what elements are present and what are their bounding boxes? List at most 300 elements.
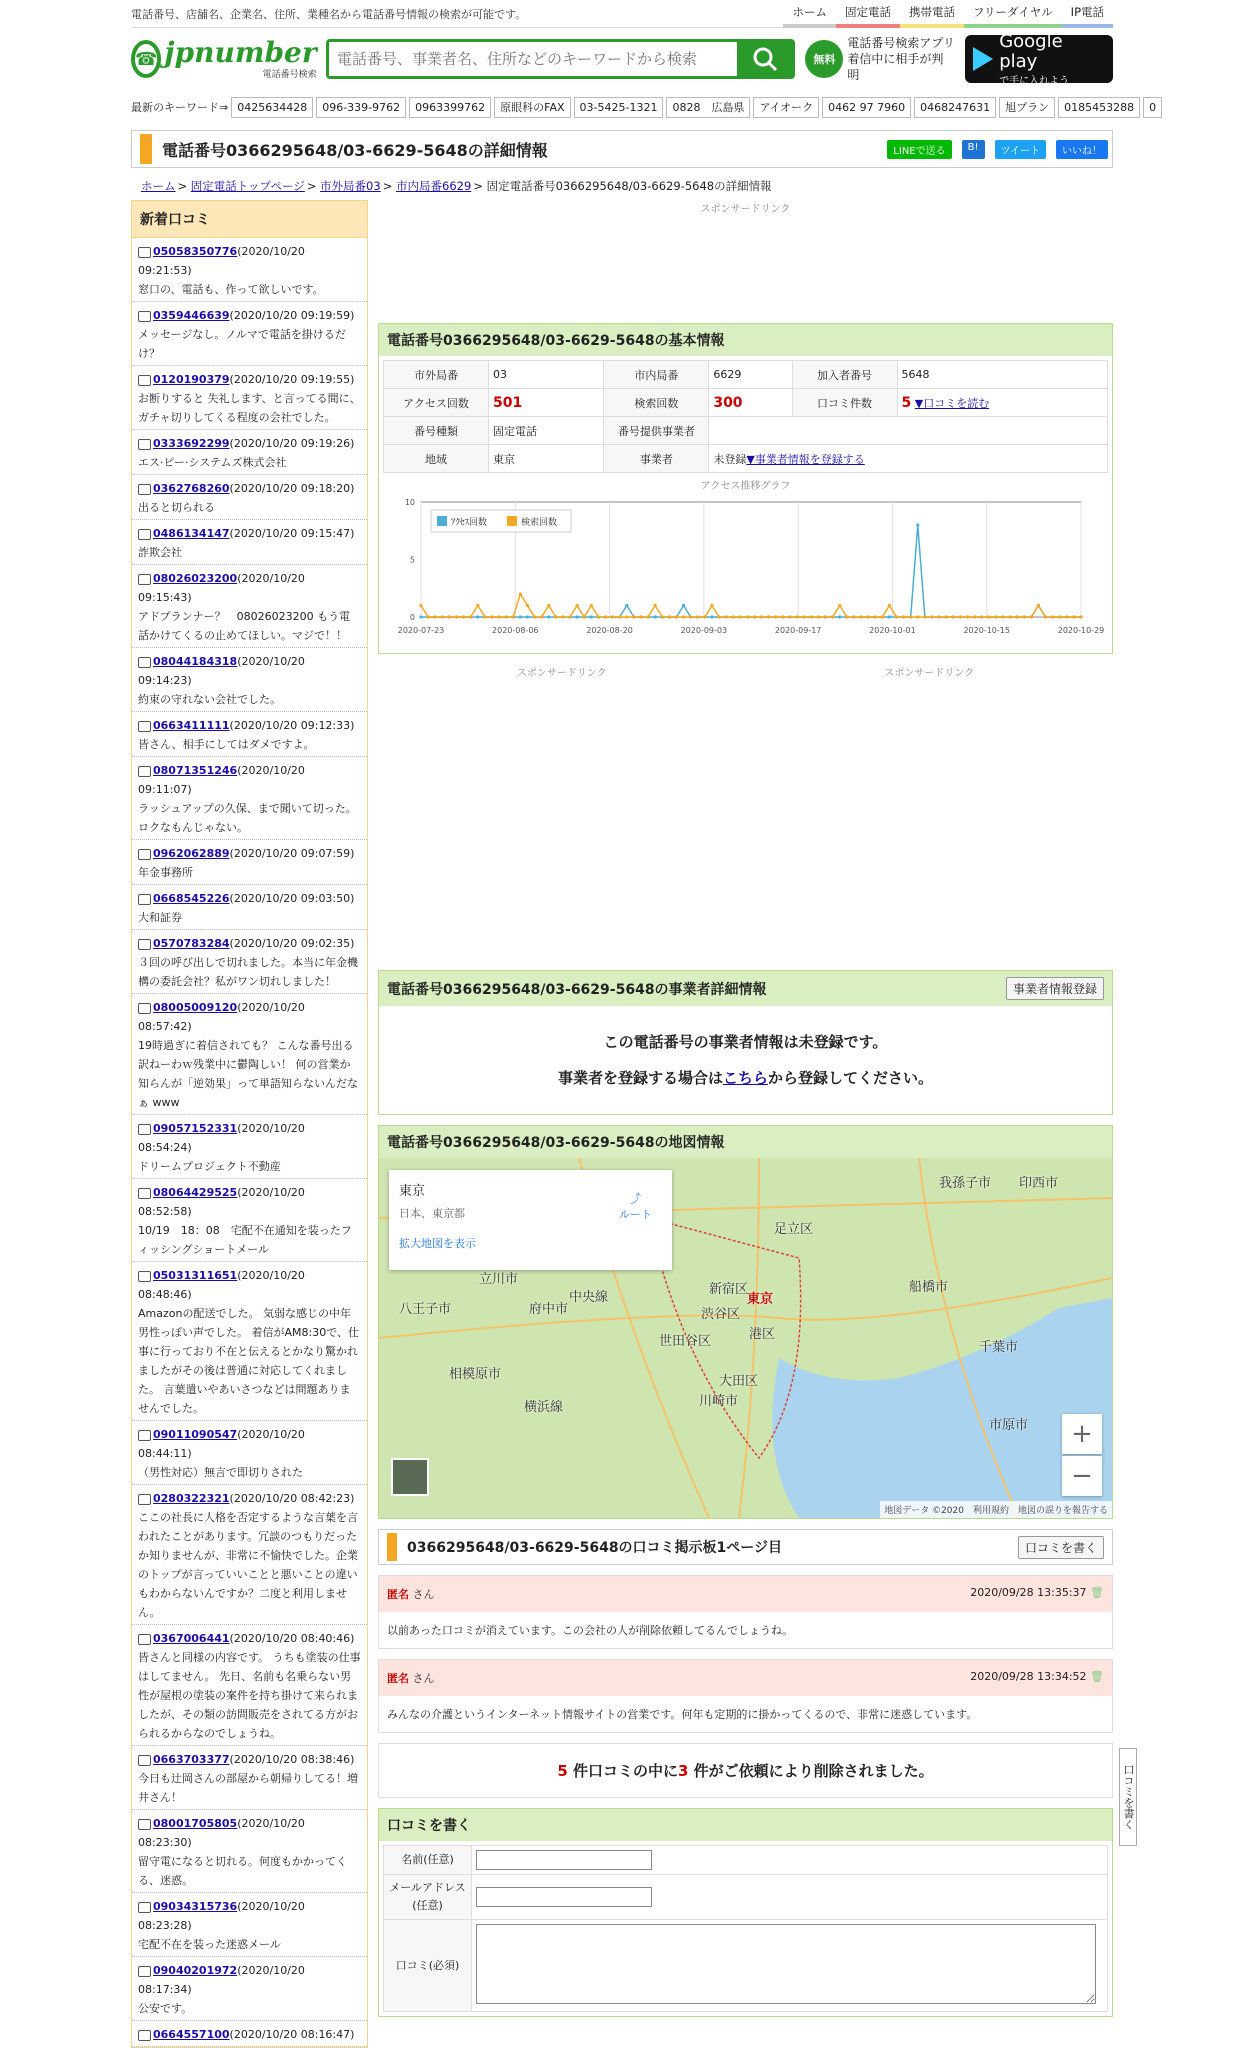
data-point — [597, 615, 600, 618]
business-status: 未登録 — [713, 452, 747, 466]
list-item — [132, 930, 367, 994]
list-item — [132, 994, 367, 1115]
list-item — [132, 1115, 367, 1179]
data-point — [959, 615, 962, 618]
sidebar-text: メッセージなし。ノルマで電話を掛けるだけ？ — [138, 328, 346, 360]
list-item — [132, 1746, 367, 1810]
sidebar-time: (2020/10/20 08:23:28) — [138, 1900, 305, 1932]
map-place-label: 足立区 — [774, 1222, 814, 1237]
sidebar-phone-link[interactable]: 0663703377 — [153, 1753, 230, 1766]
list-item — [132, 840, 367, 885]
sidebar-text: ドリームプロジェクト不動産 — [138, 1160, 281, 1173]
review-count: 5 — [901, 394, 912, 411]
gplay-title: Google play — [999, 30, 1063, 72]
map-place-label: 港区 — [749, 1327, 776, 1342]
data-point — [682, 604, 685, 607]
top-bar — [131, 0, 1113, 28]
sidebar-time: (2020/10/20 08:48:46) — [138, 1269, 305, 1301]
data-point — [469, 615, 472, 618]
data-point — [441, 615, 444, 618]
main-content — [378, 200, 1113, 2017]
sidebar-phone-link[interactable]: 0120190379 — [153, 373, 230, 386]
comment-icon — [138, 1902, 151, 1913]
register-here-link[interactable]: こちら — [722, 1069, 768, 1087]
sidebar-phone-link[interactable]: 08044184318 — [153, 655, 238, 668]
business-msg-tail: から登録してください。 — [768, 1069, 934, 1087]
sidebar-text: 詐欺会社 — [138, 546, 182, 559]
y-tick-label: 5 — [409, 555, 415, 565]
keyword-link[interactable]: 0425634428 — [231, 97, 313, 118]
sidebar-phone-link[interactable]: 09034315736 — [153, 1900, 238, 1913]
basic-info-table — [383, 360, 1108, 473]
latest-keywords — [131, 90, 1157, 124]
sidebar-phone-link[interactable]: 0668545226 — [153, 892, 230, 905]
cell-label: 市外局番 — [384, 361, 489, 389]
data-point — [668, 615, 671, 618]
data-point — [568, 615, 571, 618]
data-point — [590, 604, 593, 607]
map-footer: 地図データ ©2020 利用規約 地図の誤りを報告する — [880, 1501, 1112, 1518]
data-point — [533, 615, 536, 618]
cell-label: 番号種類 — [384, 417, 489, 445]
cell-value: 03 — [489, 361, 604, 389]
app-subtext: 着信中に相手が判明 — [847, 52, 944, 82]
comment-icon — [138, 1755, 151, 1766]
map-place-label: 印西市 — [1019, 1176, 1059, 1191]
data-point — [817, 615, 820, 618]
comment-icon — [138, 1494, 151, 1505]
data-point — [916, 615, 919, 618]
sidebar-phone-link[interactable]: 0570783284 — [153, 937, 230, 950]
data-point — [945, 615, 948, 618]
keyword-link[interactable]: 0462 97 7960 — [822, 97, 911, 118]
comment-list — [378, 1575, 1113, 1733]
sponsor-label: スポンサードリンク — [516, 668, 607, 679]
sidebar-phone-link[interactable]: 08064429525 — [153, 1186, 238, 1199]
sidebar-phone-link[interactable]: 08005009120 — [153, 1001, 238, 1014]
map-place-label: 市原市 — [989, 1418, 1029, 1433]
data-point — [419, 615, 422, 618]
data-point — [497, 615, 500, 618]
map-info-card — [389, 1170, 672, 1270]
logo-subtext: 電話番号検索 — [262, 69, 317, 80]
line-share-button[interactable]: LINEで送る — [887, 140, 951, 159]
sidebar-phone-link[interactable]: 05031311651 — [153, 1269, 238, 1282]
free-badge: 無料 — [805, 40, 843, 78]
data-point — [774, 615, 777, 618]
data-point — [824, 615, 827, 618]
sidebar-phone-link[interactable]: 08071351246 — [153, 764, 238, 777]
data-point — [1044, 615, 1047, 618]
list-item — [132, 1625, 367, 1746]
sidebar-phone-link[interactable]: 0362768260 — [153, 482, 230, 495]
sidebar-text: アドプランナー？ 08026023200 もう電話かけてくるの止めてほしい。マジで！！ — [138, 610, 351, 642]
keyword-link[interactable]: アイオーク — [753, 97, 819, 118]
comment — [378, 1575, 1113, 1649]
sidebar-phone-link[interactable]: 08001705805 — [153, 1817, 238, 1830]
review-body-field[interactable] — [476, 1924, 1096, 2004]
list-item — [132, 238, 367, 302]
keyword-link[interactable]: 旭プラン — [999, 97, 1055, 118]
search-form — [326, 39, 795, 79]
data-point — [505, 615, 508, 618]
sidebar-phone-link[interactable]: 09057152331 — [153, 1122, 238, 1135]
review-body-label: 口コミ(必須) — [384, 1920, 472, 2012]
data-point — [618, 615, 621, 618]
list-item — [132, 1262, 367, 1421]
data-point — [838, 604, 841, 607]
data-point — [1065, 615, 1068, 618]
app-promo[interactable] — [805, 35, 955, 83]
name-field[interactable] — [476, 1850, 652, 1870]
data-point — [483, 615, 486, 618]
sidebar-text: お断りすると 失礼します、と言ってる間に、ガチャ切りしてくる程度の会社でした。 — [138, 392, 361, 424]
write-review-button[interactable]: 口コミを書く — [1018, 1536, 1104, 1559]
data-point — [781, 615, 784, 618]
comment-date: 2020/09/28 13:34:52 — [970, 1670, 1087, 1683]
keyword-link[interactable]: 0828 広島県 — [666, 97, 750, 118]
x-tick-label: 2020-08-06 — [492, 626, 539, 635]
breadcrumb-fixed-phone[interactable]: 固定電話トップページ — [190, 179, 305, 193]
data-point — [576, 615, 579, 618]
sidebar-text: 公安です。 — [138, 2002, 193, 2015]
data-point — [866, 615, 869, 618]
keyword-list — [228, 99, 1162, 115]
sidebar-phone-link[interactable]: 09011090547 — [153, 1428, 238, 1441]
data-point — [625, 604, 628, 607]
register-business-link[interactable]: ▼事業者情報を登録する — [746, 452, 865, 466]
sidebar-text: Amazonの配送でした。 気弱な感じの中年男性っぽい声でした。 着信がAM8:30で、仕事に行っており不在と伝えるとかなり驚かれましたがその後は普通に対応してくれました。 言葉遣いやあいさつなどは問題ありませんでした。 — [138, 1307, 359, 1415]
business-unregistered-msg: この電話番号の事業者情報は未登録です。 — [603, 1033, 888, 1051]
sidebar-text: 皆さん、相手にしてはダメですよ。 — [138, 738, 315, 751]
map-place-label: 千葉市 — [979, 1340, 1019, 1355]
map-place-label: 東京 — [747, 1292, 774, 1307]
data-point — [874, 615, 877, 618]
data-point — [1023, 615, 1026, 618]
x-tick-label: 2020-10-29 — [1057, 626, 1105, 635]
x-tick-label: 2020-10-15 — [963, 626, 1010, 635]
data-point — [462, 615, 465, 618]
data-point — [888, 604, 891, 607]
keyword-link[interactable]: 0963399762 — [409, 97, 491, 118]
sidebar-text: 宅配不在を装った迷惑メール — [138, 1938, 281, 1951]
breadcrumb-home[interactable]: ホーム — [141, 179, 176, 193]
logo-text: jpnumber — [164, 35, 317, 69]
top-nav-item[interactable]: ホーム — [783, 0, 836, 28]
data-point — [767, 615, 770, 618]
data-point — [1079, 615, 1082, 618]
bbs-title-bar — [378, 1529, 1113, 1565]
sidebar-text: ラッシュアップの久保、まで聞いて切った。 ロクなもんじゃない。 — [138, 802, 357, 834]
sidebar-text: 窓口の、電話も、作って欲しいです。 — [138, 283, 324, 296]
deleted-notice-tail: 件がご依頼により削除されました。 — [688, 1762, 934, 1780]
list-item — [132, 366, 367, 430]
sidebar-text: ３回の呼び出しで切れました。本当に年金機構の委託会社？私がワン切れしました！ — [138, 956, 358, 988]
data-point — [852, 615, 855, 618]
legend-label: ｱｸｾｽ回数 — [451, 518, 488, 528]
tweet-button[interactable]: ツイート — [995, 140, 1047, 159]
data-point — [654, 604, 657, 607]
sidebar-time: (2020/10/20 09:18:20) — [229, 482, 355, 495]
top-nav-item[interactable]: 固定電話 — [836, 0, 900, 28]
list-item — [132, 1179, 367, 1262]
data-point — [590, 615, 593, 618]
sidebar-phone-link[interactable]: 09040201972 — [153, 1964, 238, 1977]
chart-title: アクセス推移グラフ — [700, 481, 791, 492]
data-point — [888, 615, 891, 618]
data-point — [554, 615, 557, 618]
map-place-label: 我孫子市 — [939, 1176, 992, 1191]
email-field[interactable] — [476, 1887, 652, 1907]
hatena-bookmark-button[interactable]: B! — [962, 140, 985, 159]
comment-icon — [138, 2030, 151, 2041]
basic-info-title: 電話番号0366295648/03-6629-5648の基本情報 — [387, 333, 725, 349]
deleted-count: 3 — [678, 1762, 689, 1780]
data-point — [526, 615, 529, 618]
data-point — [519, 592, 522, 595]
page — [131, 0, 1157, 2048]
sidebar-time: (2020/10/20 09:03:50) — [229, 892, 355, 905]
map-place-label: 渋谷区 — [701, 1307, 741, 1322]
deleted-notice — [378, 1743, 1113, 1798]
cell-label: 地域 — [384, 445, 489, 473]
sidebar-time: (2020/10/20 09:19:59) — [229, 309, 355, 322]
data-point — [1037, 604, 1040, 607]
data-point — [1058, 615, 1061, 618]
data-point — [519, 615, 522, 618]
map-title: 電話番号0366295648/03-6629-5648の地図情報 — [387, 1135, 725, 1151]
keyword-link[interactable]: 03-5425-1321 — [574, 97, 664, 118]
data-point — [426, 615, 429, 618]
sidebar-phone-link[interactable]: 0486134147 — [153, 527, 230, 540]
business-info-box — [378, 970, 1113, 1115]
google-play-button[interactable] — [965, 30, 1113, 87]
enlarge-map-link[interactable]: 拡大地図を表示 — [399, 1237, 476, 1250]
sidebar-phone-link[interactable]: 0333692299 — [153, 437, 230, 450]
sidebar-title: 新着口コミ — [132, 201, 367, 238]
breadcrumb-local-code[interactable]: 市内局番6629 — [396, 179, 472, 193]
data-point — [512, 615, 515, 618]
access-count: 501 — [489, 389, 604, 417]
data-point — [710, 604, 713, 607]
comment-icon — [138, 721, 151, 732]
cell-value: 固定電話 — [489, 417, 604, 445]
data-point — [803, 615, 806, 618]
data-point — [675, 615, 678, 618]
sidebar-phone-link[interactable]: 08026023200 — [153, 572, 238, 585]
list-item — [132, 475, 367, 520]
map-place-label: 川崎市 — [699, 1394, 739, 1409]
data-point — [902, 615, 905, 618]
business-info-title: 電話番号0366295648/03-6629-5648の事業者詳細情報 — [387, 981, 767, 998]
site-logo[interactable] — [131, 35, 317, 80]
sidebar-time: (2020/10/20 08:42:23) — [229, 1492, 355, 1505]
data-point — [476, 615, 479, 618]
ad-slot — [378, 215, 1113, 323]
sidebar-phone-link[interactable]: 0664557100 — [153, 2028, 230, 2041]
data-point — [689, 615, 692, 618]
sidebar-time: (2020/10/20 08:54:24) — [138, 1122, 305, 1154]
top-nav — [783, 0, 1113, 28]
data-point — [604, 615, 607, 618]
data-point — [1016, 615, 1019, 618]
data-point — [434, 615, 437, 618]
page-title-bar — [131, 130, 1113, 168]
sidebar-text: 年金事務所 — [138, 866, 193, 879]
deleted-notice-text: 件口コミの中に — [567, 1762, 678, 1780]
comment-text: みんなの介護というインターネット情報サイトの営業です。何年も定期的に掛かってくるので、非常に迷惑しています。 — [387, 1708, 978, 1721]
sidebar-text: 約束の守れない会社でした。 — [138, 693, 281, 706]
keyword-link[interactable]: 096-339-9762 — [316, 97, 406, 118]
sidebar-time: (2020/10/20 08:44:11) — [138, 1428, 305, 1460]
facebook-like-button[interactable]: いいね！ — [1056, 140, 1108, 159]
sidebar-time: (2020/10/20 08:17:34) — [138, 1964, 305, 1996]
basic-info-box — [378, 323, 1113, 654]
comment-author: 匿名 — [387, 1672, 409, 1685]
sidebar-new-reviews — [131, 200, 368, 2048]
comment-icon — [138, 1271, 151, 1282]
review-form — [378, 1808, 1113, 2017]
sidebar-text: （男性対応）無言で即切りされた — [138, 1466, 303, 1479]
map-place-label: 船橋市 — [909, 1280, 949, 1295]
cell-value — [709, 417, 1108, 445]
keyword-link[interactable]: 原眼科のFAX — [494, 97, 570, 118]
comment-icon — [138, 939, 151, 950]
sidebar-text: 出ると切られる — [138, 501, 215, 514]
breadcrumb: ホーム > 固定電話トップページ > 市外局番03 > 市内局番6629 > 固定電話番号0366295648/03-6629-5648の詳細情報 — [141, 179, 772, 193]
trash-icon[interactable]: 🗑 — [1090, 1670, 1104, 1683]
cell-value: 5648 — [897, 361, 1107, 389]
comment-icon — [138, 439, 151, 450]
access-chart-svg — [391, 492, 1106, 642]
sidebar-phone-link[interactable]: 0359446639 — [153, 309, 230, 322]
list-item — [132, 1893, 367, 1957]
search-input[interactable] — [329, 42, 737, 76]
map-place-label: 中央線 — [569, 1290, 609, 1305]
comment-date: 2020/09/28 13:35:37 — [970, 1586, 1087, 1599]
sponsor-row — [378, 664, 1113, 679]
data-point — [725, 615, 728, 618]
data-point — [930, 615, 933, 618]
data-point — [576, 604, 579, 607]
sponsor-label: スポンサードリンク — [700, 204, 791, 215]
data-point — [937, 615, 940, 618]
data-point — [583, 615, 586, 618]
write-review-side-tab[interactable]: 口コミを書く — [1119, 1748, 1137, 1846]
sidebar-phone-link[interactable]: 05058350776 — [153, 245, 238, 258]
data-point — [859, 615, 862, 618]
sidebar-text: 10/19 18：08 宅配不在通知を装ったフィッシングショートメール — [138, 1224, 352, 1256]
sidebar-time: (2020/10/20 08:52:58) — [138, 1186, 305, 1218]
data-point — [661, 615, 664, 618]
data-point — [838, 615, 841, 618]
map-place-label: 横浜線 — [524, 1400, 564, 1415]
data-point — [788, 615, 791, 618]
comment — [378, 1659, 1113, 1733]
data-point — [654, 615, 657, 618]
keyword-link[interactable]: 0468247631 — [914, 97, 996, 118]
trash-icon[interactable]: 🗑 — [1090, 1586, 1104, 1599]
breadcrumb-area-code[interactable]: 市外局番03 — [320, 179, 381, 193]
sidebar-phone-link[interactable]: 0280322321 — [153, 1492, 230, 1505]
data-point — [994, 615, 997, 618]
list-item — [132, 712, 367, 757]
comment-icon — [138, 1966, 151, 1977]
top-nav-item[interactable]: IP電話 — [1062, 0, 1113, 28]
cell-value: 6629 — [709, 361, 792, 389]
map-view[interactable] — [379, 1158, 1112, 1518]
play-store-icon — [973, 47, 993, 71]
read-reviews-link[interactable]: ▼口コミを読む — [914, 396, 990, 410]
data-point — [448, 615, 451, 618]
data-point — [639, 615, 642, 618]
sidebar-phone-link[interactable]: 0663411111 — [153, 719, 230, 732]
sidebar-time: (2020/10/20 08:40:46) — [229, 1632, 355, 1645]
satellite-toggle[interactable] — [391, 1458, 429, 1496]
list-item — [132, 520, 367, 565]
data-point — [1051, 615, 1054, 618]
zoom-out-button[interactable]: − — [1062, 1456, 1102, 1496]
data-point — [540, 615, 543, 618]
cell-label: アクセス回数 — [384, 389, 489, 417]
sidebar-text: 皆さんと同様の内容です。 うちも塗装の仕事はしてません。 先日、名前も名乗らない男性が屋根の塗装の案件を持ち掛けて来られましたが、その類の訪問販売をされてる方がおられるからなのでしょうね。 — [138, 1651, 361, 1740]
sidebar-phone-link[interactable]: 0962062889 — [153, 847, 230, 860]
data-point — [561, 615, 564, 618]
site-description: 電話番号、店舗名、企業名、住所、業種名から電話番号情報の検索が可能です。 — [131, 7, 527, 21]
comment-icon — [138, 1003, 151, 1014]
data-point — [703, 615, 706, 618]
data-point — [696, 615, 699, 618]
share-buttons — [887, 140, 1108, 159]
email-label: メールアドレス(任意) — [384, 1875, 472, 1920]
map-box — [378, 1125, 1113, 1519]
comment-icon — [138, 484, 151, 495]
data-point — [547, 615, 550, 618]
list-item — [132, 565, 367, 648]
comment-icon — [138, 1819, 151, 1830]
search-button[interactable] — [737, 42, 792, 76]
legend-label: 検索回数 — [521, 518, 558, 528]
list-item — [132, 1421, 367, 1485]
map-place-sub: 日本、東京都 — [399, 1207, 465, 1220]
top-nav-item[interactable]: フリーダイヤル — [964, 0, 1062, 28]
title-accent — [140, 134, 152, 164]
sidebar-time: (2020/10/20 09:15:47) — [229, 527, 355, 540]
total-review-count: 5 — [557, 1762, 568, 1780]
data-point — [810, 615, 813, 618]
keyword-link[interactable]: 0185453288 — [1058, 97, 1140, 118]
data-point — [476, 604, 479, 607]
route-button[interactable] — [619, 1190, 652, 1222]
zoom-in-button[interactable]: + — [1062, 1414, 1102, 1454]
sidebar-time: (2020/10/20 08:16:47) — [229, 2028, 355, 2041]
data-point — [710, 615, 713, 618]
y-tick-label: 10 — [404, 498, 415, 507]
top-nav-item[interactable]: 携帯電話 — [900, 0, 964, 28]
sidebar-time: (2020/10/20 08:23:30) — [138, 1817, 305, 1849]
data-point — [632, 615, 635, 618]
keyword-link[interactable]: 0 — [1143, 97, 1162, 118]
sidebar-time: (2020/10/20 09:12:33) — [229, 719, 355, 732]
data-point — [845, 615, 848, 618]
cell-label: 加入者番号 — [792, 361, 897, 389]
header — [131, 28, 1113, 90]
data-point — [831, 615, 834, 618]
data-point — [526, 604, 529, 607]
sidebar-phone-link[interactable]: 0367006441 — [153, 1632, 230, 1645]
sidebar-time: (2020/10/20 09:21:53) — [138, 245, 305, 277]
register-business-button[interactable]: 事業者情報登録 — [1006, 977, 1104, 1000]
